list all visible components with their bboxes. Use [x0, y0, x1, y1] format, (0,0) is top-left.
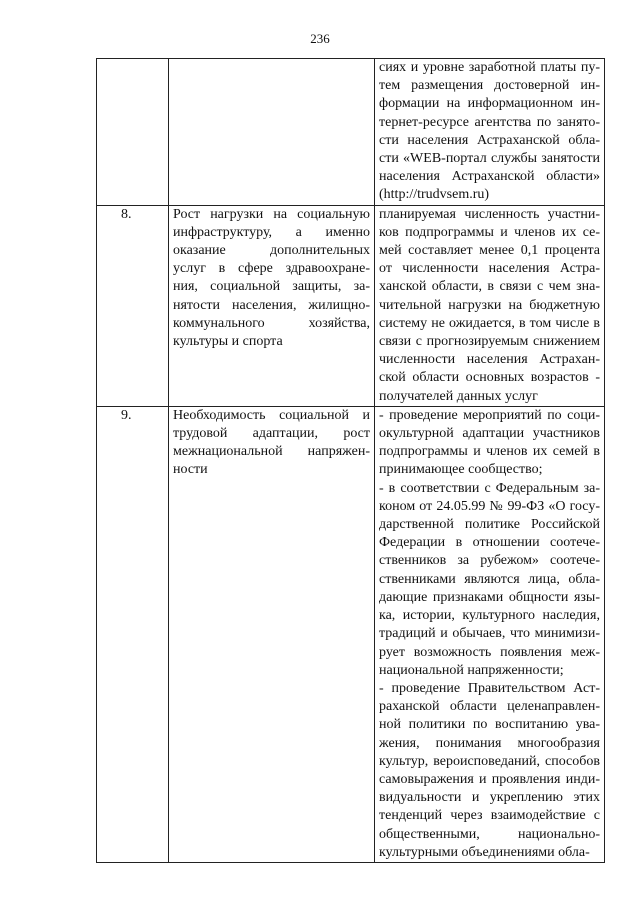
text-line: межнациональной напряжен-	[173, 444, 370, 460]
text-line: - в соответствии с Федеральным за-	[379, 480, 600, 496]
text-line: населения Астраханской области»	[379, 169, 600, 185]
text-line: коном от 24.05.99 № 99-ФЗ «О госу-	[379, 498, 600, 514]
text-line: численности населения Астрахан-	[379, 352, 600, 368]
text-line: - проведение Правительством Аст-	[379, 680, 600, 696]
table-row	[97, 406, 605, 862]
text-line: окультурной адаптации участников	[379, 426, 600, 442]
row-number-cell: 8.	[97, 205, 169, 406]
text-line: ственниками являются лица, обла-	[379, 571, 600, 587]
text-line: сти населения Астраханской обла-	[379, 132, 600, 148]
row-number-cell: 9.	[97, 406, 169, 862]
text-line: ности	[173, 462, 208, 478]
text-line: самовыражения и проявления инди-	[379, 771, 600, 787]
text-line: культур, вероисповеданий, способов	[379, 753, 600, 769]
text-line: Федерации в отношении соотече-	[379, 535, 600, 551]
text-line: нятости населения, жилищно-	[173, 297, 370, 313]
text-line: сти «WEB-портал службы занятости	[379, 151, 600, 167]
text-line: тернет-ресурсе агентства по занято-	[379, 114, 600, 130]
text-line: жения, понимания многообразия	[379, 735, 600, 751]
text-line: культуры и спорта	[173, 334, 283, 350]
text-line: дающие признаками общности язы-	[379, 589, 600, 605]
text-line: услуг в сфере здравоохране-	[173, 261, 370, 277]
text-line: ков подпрограммы и членов их се-	[379, 224, 600, 240]
text-line: культурными объединениями обла-	[379, 844, 590, 860]
text-line: ния, социальной защиты, за-	[173, 279, 370, 295]
text-line: мей составляет менее 0,1 процента	[379, 243, 600, 259]
text-line: традиций и обычаев, что минимизи-	[379, 626, 600, 642]
text-line: принимающее сообщество;	[379, 462, 543, 478]
text-line: рует возможность появления меж-	[379, 644, 600, 660]
text-line: национальной напряженности;	[379, 662, 564, 678]
text-line: тем размещения достоверной ин-	[379, 78, 600, 94]
text-line: оказание дополнительных	[173, 243, 370, 259]
text-line: получателей данных услуг	[379, 388, 538, 404]
text-line: тенденций через взаимодействие с	[379, 808, 600, 824]
table-row	[97, 205, 605, 406]
text-line: дарственной политике Российской	[379, 517, 600, 533]
measures-cell	[375, 59, 605, 206]
text-line: - проведение мероприятий по соци-	[379, 407, 600, 423]
text-line: трудовой адаптации, рост	[173, 426, 370, 442]
text-line: планируемая численность участни-	[379, 206, 600, 222]
text-line: ка, истории, культурного наследия,	[379, 608, 600, 624]
text-line: ской области основных возрастов -	[379, 370, 600, 386]
text-line: видуальности и укреплению этих	[379, 790, 600, 806]
text-line: Необходимость социальной и	[173, 407, 370, 423]
page-number: 236	[310, 31, 330, 46]
text-line: чительной нагрузки на бюджетную	[379, 297, 600, 313]
text-line: раханской области целенаправлен-	[379, 699, 600, 715]
text-line: Рост нагрузки на социальную	[173, 206, 370, 222]
text-line: ственников за рубежом» соотече-	[379, 553, 600, 569]
text-line: ханской области, в связи с чем зна-	[379, 279, 600, 295]
risk-cell	[169, 205, 375, 406]
text-line: общественными, национально-	[379, 826, 600, 842]
text-line: сиях и уровне заработной платы пу-	[379, 60, 600, 75]
text-line: формации на информационном ин-	[379, 96, 600, 112]
text-line: связи с прогнозируемым снижением	[379, 334, 600, 350]
text-line: подпрограммы и членов их семей в	[379, 444, 600, 460]
measures-cell	[375, 406, 605, 862]
text-line: систему не ожидается, в том числе в	[379, 315, 600, 331]
text-line: (http://trudvsem.ru)	[379, 187, 490, 203]
text-line: ной политики по воспитанию ува-	[379, 717, 600, 733]
risk-table	[96, 58, 605, 863]
text-line: от численности населения Астра-	[379, 261, 600, 277]
risk-cell	[169, 406, 375, 862]
row-number-cell	[97, 59, 169, 206]
text-line: инфраструктуру, а именно	[173, 224, 370, 240]
text-line: коммунального хозяйства,	[173, 315, 370, 331]
measures-cell	[375, 205, 605, 406]
risk-cell	[169, 59, 375, 206]
table-row	[97, 59, 605, 206]
